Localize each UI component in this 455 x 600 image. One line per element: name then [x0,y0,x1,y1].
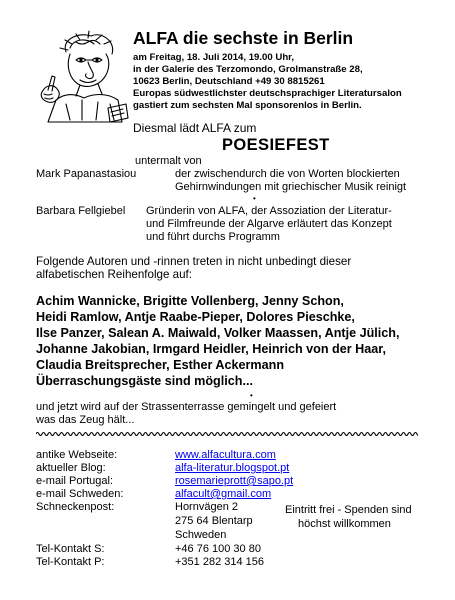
wavy-divider [36,429,418,439]
blog-link[interactable]: alfa-literatur.blogspot.pt [175,462,290,474]
tel-portugal-label: Tel-Kontakt P: [36,556,105,568]
authors-intro: Folgende Autoren und -rinnen treten in nicht unbedingt dieser [36,255,352,268]
email-sweden-label: e-mail Schweden: [36,488,124,500]
salon-subtitle: gastiert zum sechsten Mal sponsorenlos in Berlin. [133,100,362,111]
musician-description: der zwischendurch die von Worten blockierten [175,168,400,180]
post-label: Schneckenpost: [36,501,115,513]
tel-portugal: +351 282 314 156 [175,556,265,568]
website-link[interactable]: www.alfacultura.com [175,449,276,461]
musician-name: Mark Papanastasiou [36,168,137,180]
host-description-3: und führt durchs Programm [146,231,280,243]
post-country: Schweden [175,529,227,541]
entry-fee-2: höchst willkommen [298,518,391,530]
host-description-2: und Filmfreunde der Algarve erläutert das Konzept [146,218,392,230]
page-title: ALFA die sechste in Berlin [133,28,354,48]
event-date: am Freitag, 18. Juli 2014, 19.00 Uhr, [133,52,295,63]
author-line: Claudia Breitsprecher, Esther Ackermann [36,358,285,372]
musician-description-2: Gehirnwindungen mit griechischer Musik reinigt [175,181,407,193]
tel-sweden-label: Tel-Kontakt S: [36,543,105,555]
authors-intro-2: alfabetischen Reihenfolge auf: [36,268,192,281]
blog-label: aktueller Blog: [36,462,106,474]
author-line: Ilse Panzer, Salean A. Maiwald, Volker Maassen, Antje Jülich, [36,326,400,340]
author-line: Heidi Ramlow, Antje Raabe-Pieper, Dolores Pieschke, [36,310,355,324]
tel-sweden: +46 76 100 30 80 [175,543,261,555]
post-street: Hornvägen 2 [175,501,238,513]
divider-bullet: • [253,194,256,203]
divider-bullet: • [250,391,253,400]
host-name: Barbara Fellgiebel [36,205,126,217]
entry-fee: Eintritt frei - Spenden sind [285,504,412,516]
festival-name: POESIEFEST [222,136,330,154]
event-address: 10623 Berlin, Deutschland +49 30 8815261 [133,76,325,87]
email-sweden-link[interactable]: alfacult@gmail.com [175,488,272,500]
post-city: 275 64 Blentarp [175,515,253,527]
closing-text-2: was das Zeug hält... [36,414,135,426]
website-label: antike Webseite: [36,449,118,461]
author-line: Johanne Jakobian, Irmgard Heidler, Heinrich von der Haar, [36,342,386,356]
event-venue: in der Galerie des Terzomondo, Grolmanstraße 28, [133,64,363,75]
surprise-guests: Überraschungsgäste sind möglich... [36,374,253,388]
closing-text: und jetzt wird auf der Strassenterrasse gemingelt und gefeiert [36,401,337,413]
music-lead: untermalt von [135,155,202,167]
author-line: Achim Wannicke, Brigitte Vollenberg, Jenny Schon, [36,294,344,308]
intro-text: Diesmal lädt ALFA zum [133,121,257,135]
salon-description: Europas südwestlichster deutschsprachiger Literatursalon [133,88,402,99]
host-description: Gründerin von ALFA, der Assoziation der Literatur- [146,205,392,217]
email-portugal-label: e-mail Portugal: [36,475,114,487]
caricature-sketch-icon [36,30,131,125]
email-portugal-link[interactable]: rosemarieprott@sapo.pt [175,475,294,487]
